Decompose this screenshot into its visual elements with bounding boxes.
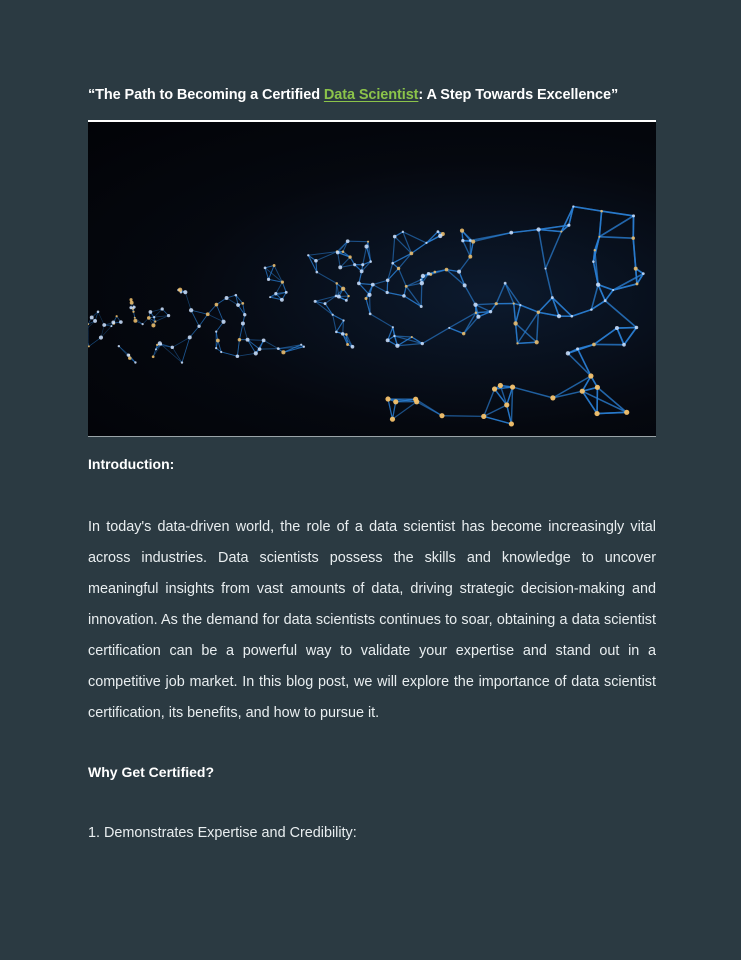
network-node — [258, 347, 262, 351]
network-node — [215, 331, 217, 333]
network-node — [427, 272, 430, 275]
network-line — [393, 327, 395, 336]
network-node — [513, 321, 517, 325]
network-node — [535, 340, 539, 344]
network-node — [215, 347, 217, 349]
network-node — [351, 345, 355, 349]
network-line — [411, 243, 426, 253]
network-line — [605, 301, 636, 328]
network-node — [438, 234, 442, 238]
network-node — [421, 342, 424, 345]
network-node — [336, 251, 340, 255]
network-line — [594, 328, 617, 344]
network-node — [595, 385, 600, 390]
network-node — [420, 281, 424, 285]
network-node — [348, 255, 351, 258]
network-line — [406, 286, 421, 306]
network-node — [149, 310, 153, 314]
network-line — [507, 405, 512, 424]
network-node — [594, 249, 596, 251]
network-node — [90, 316, 94, 320]
network-node — [475, 311, 478, 314]
network-node — [411, 336, 413, 338]
network-node — [273, 264, 276, 267]
network-node — [281, 281, 284, 284]
network-line — [613, 284, 637, 290]
network-node — [347, 295, 349, 297]
network-node — [635, 326, 639, 330]
network-node — [246, 338, 250, 342]
network-line — [573, 207, 601, 212]
network-node — [461, 239, 464, 242]
introduction-paragraph: In today's data-driven world, the role of a data scientist has become increasingly vital across industries. Data scientists possess the skills and knowledge to uncover meaningful insights from vast amounts of data, driving strategic decision-making and innovation. As the demand for data scientists continues to soar, obtaining a data scientist certification can be a powerful way to validate your expertise and stand out in a competitive job market. In this blog post, we will explore the importance of data scientist certification, its benefits, and how to pursue it. — [88, 519, 656, 721]
data-scientist-link[interactable]: Data Scientist — [323, 87, 419, 103]
network-node — [425, 242, 427, 244]
network-node — [592, 260, 595, 263]
network-line — [274, 266, 282, 283]
network-line — [399, 268, 407, 286]
network-node — [225, 296, 229, 300]
network-node — [118, 345, 120, 347]
network-node — [634, 267, 638, 271]
network-node — [410, 252, 414, 256]
network-node — [463, 283, 467, 287]
network-node — [473, 303, 477, 307]
network-node — [413, 397, 418, 402]
network-line — [459, 257, 470, 272]
network-node — [274, 292, 277, 295]
network-node — [178, 288, 182, 292]
network-line — [239, 323, 242, 339]
network-line — [476, 305, 491, 312]
network-node — [93, 319, 97, 323]
network-node — [346, 343, 349, 346]
network-node — [102, 323, 106, 327]
network-node — [642, 272, 645, 275]
network-node — [393, 335, 395, 337]
network-line — [484, 416, 512, 424]
network-line — [373, 280, 388, 284]
network-node — [576, 347, 579, 350]
network-node — [132, 306, 135, 309]
network-node — [368, 293, 372, 297]
network-node — [393, 235, 397, 239]
network-line — [537, 312, 539, 342]
network-node — [134, 361, 136, 363]
network-line — [359, 283, 373, 284]
network-node — [197, 325, 200, 328]
network-line — [599, 216, 633, 237]
network-node — [471, 240, 475, 244]
network-line — [568, 353, 591, 376]
network-line — [248, 340, 264, 341]
network-node — [254, 351, 258, 355]
network-node — [345, 299, 348, 302]
network-line — [370, 314, 393, 327]
network-line — [338, 253, 350, 258]
network-line — [416, 399, 442, 415]
network-node — [128, 356, 132, 360]
network-node — [504, 282, 507, 285]
network-node — [364, 297, 367, 300]
network-line — [370, 295, 371, 314]
network-node — [504, 402, 509, 407]
network-line — [359, 283, 370, 295]
network-node — [421, 274, 425, 278]
network-node — [361, 263, 364, 266]
network-node — [281, 350, 285, 354]
network-node — [181, 361, 183, 363]
network-node — [167, 314, 170, 317]
network-node — [385, 396, 390, 401]
network-line — [248, 340, 260, 349]
title-prefix: “The Path to Becoming a Certified — [88, 87, 324, 103]
network-node — [537, 311, 540, 314]
network-node — [142, 323, 144, 325]
network-node — [335, 331, 338, 334]
network-line — [636, 269, 637, 284]
network-node — [551, 296, 554, 299]
network-node — [183, 290, 187, 294]
network-line — [539, 229, 546, 268]
network-line — [538, 312, 559, 316]
network-node — [188, 335, 192, 339]
network-line — [463, 241, 470, 257]
network-node — [437, 230, 440, 233]
network-node — [590, 308, 593, 311]
network-node — [152, 355, 155, 358]
network-node — [189, 308, 193, 312]
network-line — [476, 304, 497, 305]
network-node — [133, 319, 137, 323]
network-node — [393, 399, 398, 404]
network-node — [570, 315, 573, 318]
network-node — [262, 338, 266, 342]
network-line — [470, 233, 511, 241]
network-line — [248, 340, 256, 354]
network-node — [536, 227, 540, 231]
network-node — [544, 268, 546, 270]
network-node — [386, 291, 389, 294]
network-node — [111, 320, 115, 324]
network-node — [567, 224, 570, 227]
network-node — [235, 294, 238, 297]
network-node — [220, 351, 222, 353]
network-line — [333, 315, 344, 321]
network-line — [568, 344, 594, 353]
network-node — [147, 316, 151, 320]
network-line — [395, 237, 412, 254]
network-node — [277, 347, 280, 350]
network-node — [341, 332, 345, 336]
network-line — [546, 232, 562, 269]
network-node — [369, 312, 372, 315]
network-node — [342, 319, 344, 321]
network-node — [161, 307, 164, 310]
network-node — [307, 254, 309, 256]
network-node — [364, 245, 368, 249]
network-node — [236, 303, 240, 307]
network-node — [129, 298, 132, 301]
network-line — [516, 323, 518, 343]
network-node — [238, 338, 242, 342]
network-node — [448, 327, 450, 329]
network-node — [395, 344, 399, 348]
network-line — [599, 237, 633, 238]
network-node — [557, 314, 561, 318]
network-node — [158, 341, 162, 345]
network-node — [390, 417, 395, 422]
network-line — [546, 269, 553, 298]
network-node — [460, 229, 464, 233]
network-line — [597, 412, 627, 413]
network-line — [516, 305, 521, 323]
network-node — [594, 411, 599, 416]
network-node — [596, 282, 600, 286]
network-line — [317, 272, 337, 283]
network-node — [342, 250, 345, 253]
network-line — [276, 282, 283, 293]
network-node — [519, 304, 521, 306]
network-node — [566, 351, 570, 355]
network-node — [335, 282, 338, 285]
network-node — [509, 421, 514, 426]
network-node — [264, 266, 267, 269]
network-node — [402, 231, 404, 233]
hero-network-image — [88, 120, 656, 437]
network-line — [191, 310, 208, 314]
network-node — [495, 302, 498, 305]
network-node — [498, 383, 503, 388]
network-node — [509, 231, 513, 235]
network-line — [422, 328, 449, 344]
network-node — [267, 278, 270, 281]
network-node — [420, 305, 423, 308]
network-line — [602, 211, 634, 216]
network-line — [221, 352, 237, 356]
network-line — [392, 402, 416, 419]
network-line — [338, 253, 341, 268]
network-line — [449, 328, 463, 334]
title-suffix: : A Step Towards Excellence” — [418, 87, 619, 103]
network-node — [386, 338, 390, 342]
network-node — [216, 339, 220, 343]
network-line — [495, 389, 507, 405]
document-title — [88, 87, 656, 103]
network-node — [392, 326, 394, 328]
network-node — [154, 320, 156, 322]
network-node — [622, 343, 626, 347]
network-node — [316, 271, 319, 274]
network-line — [190, 326, 199, 337]
network-node — [119, 320, 123, 324]
network-line — [208, 305, 217, 315]
network-node — [492, 386, 497, 391]
network-node — [97, 310, 100, 313]
network-node — [153, 316, 155, 318]
network-node — [476, 315, 480, 319]
network-node — [580, 389, 585, 394]
network-line — [191, 310, 199, 326]
network-node — [604, 299, 607, 302]
network-line — [260, 349, 279, 350]
network-line — [496, 283, 505, 303]
network-node — [371, 283, 375, 287]
network-node — [130, 301, 134, 305]
network-node — [369, 260, 372, 263]
network-line — [393, 253, 412, 263]
network-node — [439, 413, 444, 418]
network-node — [550, 395, 555, 400]
network-line — [605, 290, 613, 301]
network-node — [280, 298, 284, 302]
network-node — [445, 268, 449, 272]
network-node — [397, 267, 400, 270]
network-line — [199, 314, 208, 326]
network-node — [560, 231, 562, 233]
list-item-1: 1. Demonstrates Expertise and Credibility: — [88, 825, 357, 841]
network-node — [116, 315, 118, 317]
network-node — [402, 294, 406, 298]
network-line — [399, 253, 412, 268]
network-node — [127, 353, 130, 356]
network-node — [513, 302, 515, 304]
network-node — [592, 343, 596, 347]
network-node — [335, 295, 338, 298]
network-line — [89, 338, 101, 347]
network-line — [572, 310, 592, 317]
network-line — [520, 305, 538, 312]
network-node — [624, 410, 629, 415]
network-node — [134, 317, 136, 319]
network-line — [282, 282, 286, 292]
network-node — [367, 241, 369, 243]
network-line — [624, 328, 636, 345]
network-node — [171, 346, 174, 349]
network-line — [269, 266, 275, 280]
network-node — [110, 325, 112, 327]
network-node — [303, 346, 305, 348]
network-node — [357, 282, 361, 286]
network-node — [598, 236, 600, 238]
network-node — [314, 300, 317, 303]
network-node — [615, 326, 619, 330]
network-node — [457, 270, 461, 274]
why-get-certified-heading: Why Get Certified? — [88, 764, 215, 780]
network-node — [434, 271, 437, 274]
network-line — [393, 237, 395, 264]
network-node — [346, 239, 350, 243]
network-node — [600, 210, 603, 213]
network-node — [462, 332, 465, 335]
network-line — [404, 296, 421, 307]
network-node — [632, 214, 635, 217]
network-node — [572, 205, 574, 207]
network-line — [599, 211, 601, 237]
network-node — [285, 291, 288, 294]
network-node — [341, 287, 345, 291]
network-node — [631, 236, 635, 240]
network-line — [237, 353, 255, 356]
introduction-heading: Introduction: — [88, 456, 175, 472]
network-node — [337, 295, 341, 299]
network-node — [360, 269, 364, 273]
network-line — [333, 315, 337, 332]
network-line — [388, 399, 392, 419]
network-node — [241, 321, 245, 325]
network-line — [513, 387, 553, 398]
network-node — [332, 314, 334, 316]
network-node — [612, 289, 614, 291]
network-node — [151, 323, 155, 327]
network-node — [300, 344, 302, 346]
network-line — [98, 312, 104, 325]
network-line — [421, 283, 422, 306]
network-line — [373, 285, 387, 293]
network-node — [236, 354, 240, 358]
network-node — [345, 333, 348, 336]
network-node — [243, 313, 246, 316]
network-node — [324, 302, 327, 305]
network-line — [185, 292, 191, 310]
network-node — [391, 262, 394, 265]
network-line — [465, 285, 476, 304]
network-node — [206, 312, 210, 316]
network-line — [514, 304, 516, 324]
network-node — [489, 310, 492, 313]
network-node — [99, 335, 103, 339]
network-line — [539, 229, 562, 231]
network-line — [511, 387, 512, 424]
network-line — [237, 340, 239, 357]
network-node — [269, 296, 271, 298]
network-line — [387, 292, 404, 295]
network-line — [517, 342, 536, 343]
network-line — [617, 328, 624, 345]
network-node — [588, 373, 593, 378]
network-node — [221, 320, 225, 324]
network-line — [561, 207, 573, 232]
network-line — [243, 323, 248, 339]
network-node — [338, 265, 342, 269]
network-line — [511, 229, 538, 232]
network-mesh-image — [88, 122, 656, 436]
network-line — [538, 298, 552, 313]
network-line — [264, 340, 279, 348]
network-node — [510, 384, 515, 389]
network-node — [405, 285, 408, 288]
network-node — [353, 263, 356, 266]
network-node — [241, 302, 244, 305]
network-node — [314, 259, 318, 263]
network-line — [633, 238, 635, 268]
network-node — [468, 255, 472, 259]
network-node — [516, 342, 518, 344]
network-node — [420, 279, 422, 281]
network-node — [215, 303, 219, 307]
network-node — [481, 414, 486, 419]
network-node — [155, 348, 157, 350]
network-line — [363, 247, 367, 265]
network-line — [516, 323, 537, 342]
network-node — [132, 311, 134, 313]
network-node — [129, 306, 132, 309]
network-node — [386, 278, 390, 282]
network-node — [635, 282, 638, 285]
network-line — [578, 349, 591, 376]
network-line — [442, 416, 484, 417]
